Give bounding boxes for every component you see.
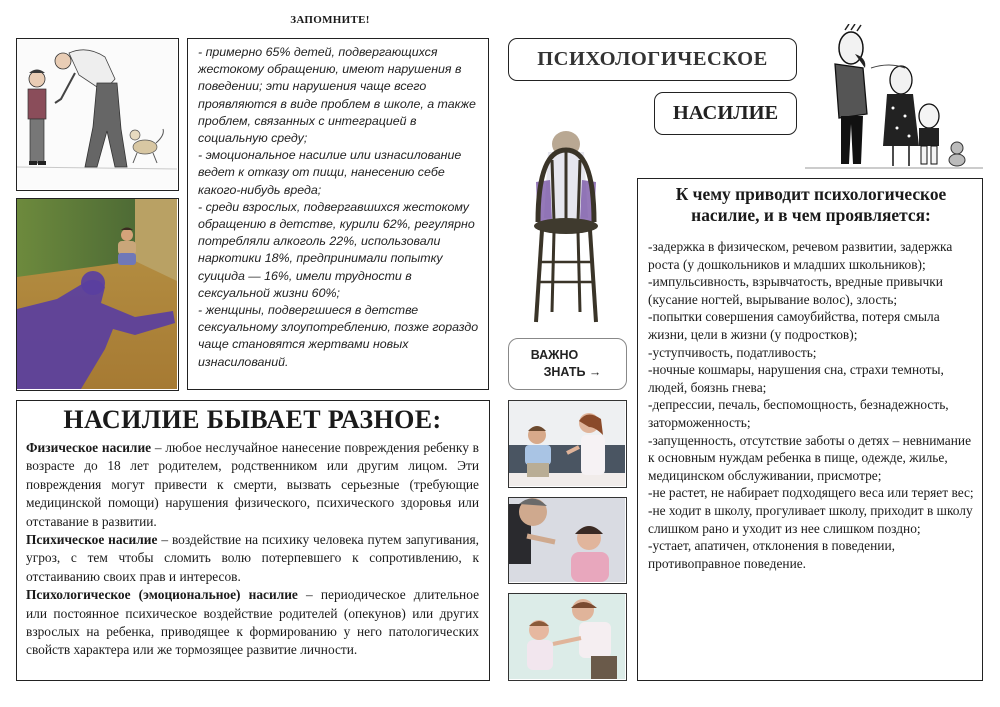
violence-type-item — [26, 439, 479, 531]
photo-man-pointing-at-girl — [508, 497, 627, 584]
fact-item: - примерно 65% детей, подвергающихся жестокому обращению, имеют нарушения в поведении; эти нарушения чаще всего проявляются в виде проблем в школе, а также проблем, связанных с интеграцией в социальную среду; — [198, 45, 476, 146]
fact-item: - среди взрослых, подвергавшихся жестокому обращению в детстве, курили 62%, регулярно потребляли алкоголь 22%, использовали наркотики 18%, предпринимали попытку суицида — 16%, имели трудности в сексуальной жизни 60%; — [198, 199, 475, 300]
effect-item: -устает, апатичен, отклонения в поведении, противоправное поведение. — [648, 538, 895, 571]
illustration-man-scolding-boy — [16, 38, 179, 191]
violence-type-definition: – периодическое длительное или постоянное психическое воздействие родителей (опекунов) или других взрослых на ребенка, приводящее к формированию у него патологических свойств характера или же тормозящее развитие личности. — [26, 587, 480, 658]
important-to-know-label — [508, 338, 627, 390]
effect-item: -депрессии, печаль, беспомощность, безнадежность, заторможенность; — [648, 397, 949, 430]
important-line-1: ВАЖНО — [530, 348, 579, 362]
facts-box — [187, 38, 489, 390]
important-line-2: ЗНАТЬ → — [543, 365, 602, 379]
title-line-1: ПСИХОЛОГИЧЕСКОЕ — [508, 38, 797, 81]
effect-item: -не ходит в школу, прогуливает школу, приходит в школу слишком рано и уходит из нее слишком поздно; — [648, 502, 973, 536]
violence-type-definition: – воздействие на психику человека путем запугивания, угроз, с тем чтобы сломить волю потерпевшего к сопротивлению, к отстаиванию своих прав и интересов. — [26, 532, 479, 584]
violence-types-heading: НАСИЛИЕ БЫВАЕТ РАЗНОЕ: — [63, 405, 442, 434]
effect-item: -ночные кошмары, нарушения сна, страхи темноты, людей, боязнь гнева; — [648, 362, 944, 395]
photo-child-on-chair — [522, 122, 614, 328]
violence-type-item — [26, 531, 479, 586]
fact-item: - эмоциональное насилие или изнасилование ведет к отказу от пищи, нанесению себе какого-нибудь вреда; — [198, 148, 462, 197]
violence-type-term: Психологическое (эмоциональное) насилие — [26, 587, 298, 603]
remember-heading: ЗАПОМНИТЕ! — [290, 14, 370, 26]
effect-item: -уступчивость, податливость; — [648, 344, 817, 360]
fact-item: - женщины, подвергшиеся в детстве сексуальному злоупотреблению, позже гораздо чаще становятся жертвами новых изнасилований. — [198, 303, 479, 369]
effects-box — [637, 178, 983, 681]
illustration-child-in-corner — [16, 198, 179, 391]
illustration-shouting-family — [805, 24, 983, 172]
violence-types-box — [16, 400, 490, 681]
effect-item: -попытки совершения самоубийства, потеря смыла жизни, цели в жизни (у подростков); — [648, 309, 940, 342]
effect-item: -запущенность, отсутствие заботы о детях – невнимание к основным нуждам ребенка в пище, одежде, жилье, медицинском обслуживании, присмотре; — [648, 432, 972, 483]
effect-item: -не растет, не набирает подходящего веса или теряет вес; — [648, 485, 974, 501]
violence-type-definition: – любое неслучайное нанесение повреждения ребенку в возрасте до 18 лет родителем, родственником или другим лицом. Эти повреждения могут привести к смерти, вызвать серьезные (требующие медицинской помощи) нарушения физического, психического здоровья или отставание в развитии. — [26, 440, 479, 529]
violence-type-term: Психическое насилие — [26, 532, 158, 548]
photo-mother-scolding-boy — [508, 400, 627, 488]
title-line-2: НАСИЛИЕ — [654, 92, 797, 135]
effect-item: -импульсивность, взрывчатость, вредные привычки (кусание ногтей, вырывание волос), злость; — [648, 274, 943, 307]
photo-mother-pulling-girl — [508, 593, 627, 681]
violence-type-item — [26, 586, 479, 660]
effects-heading: К чему приводит психологическое насилие, и в чем проявляется: — [675, 184, 947, 225]
violence-type-term: Физическое насилие — [26, 440, 152, 455]
effect-item: -задержка в физическом, речевом развитии, задержка роста (у дошкольников и младших школьников); — [648, 239, 953, 272]
